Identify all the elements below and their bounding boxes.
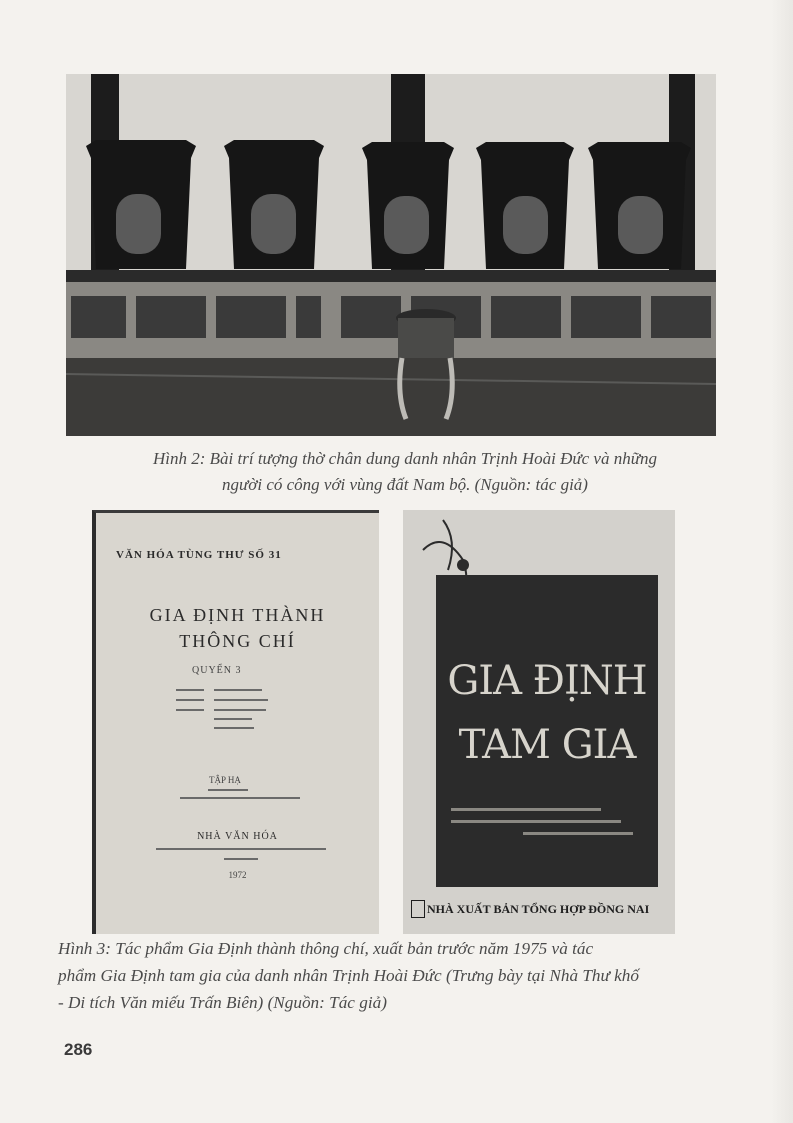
figure-3-caption-line-3: - Di tích Văn miếu Trấn Biên) (Nguồn: Tác giả): [58, 993, 387, 1012]
book-subtitle: QUYỂN 3: [192, 665, 242, 676]
figure-3-caption: [58, 935, 728, 1016]
shrine-photo-illustration: [66, 74, 716, 436]
book-title-line-1: GIA ĐỊNH THÀNH: [149, 605, 326, 625]
fine-print-line: [214, 709, 266, 711]
fine-print-line: [156, 848, 326, 850]
fine-print-line: [214, 718, 252, 720]
fine-print-line: [176, 689, 204, 691]
fine-print-line: [214, 689, 262, 691]
book-year: 1972: [228, 870, 247, 880]
book-volume: TẬP HẠ: [209, 775, 241, 785]
publisher-logo-icon: [411, 900, 425, 918]
book-publisher: NHÀ VĂN HÓA: [197, 831, 278, 842]
shrine-photo: [66, 74, 716, 436]
figure-3-caption-line-2: phẩm Gia Định tam gia của danh nhân Trịnh Hoài Đức (Trưng bày tại Nhà Thư khố: [58, 966, 639, 985]
fine-print-line: [224, 858, 258, 860]
book-title-line-2: TAM GIA: [458, 722, 636, 768]
figure-3-caption-line-1: Hình 3: Tác phẩm Gia Định thành thông chí, xuất bản trước năm 1975 và tác: [58, 939, 594, 958]
fine-print-line: [208, 789, 248, 791]
book-cover-gia-dinh-tam-gia: [403, 510, 675, 934]
book-publisher: NHÀ XUẤT BẢN TỔNG HỢP ĐỒNG NAI: [427, 902, 650, 916]
fine-print-line: [176, 699, 204, 701]
book-title-line-1: GIA ĐỊNH: [447, 658, 647, 704]
fine-print-line: [176, 709, 204, 711]
book-series-label: VĂN HÓA TÙNG THƯ SỐ 31: [116, 549, 282, 561]
figure-2-caption-line-2: người có công với vùng đất Nam bộ. (Nguồn: tác giả): [222, 475, 588, 494]
credit-line: [451, 820, 621, 823]
fine-print-line: [180, 797, 300, 799]
figure-2-caption: [95, 446, 715, 498]
credit-line: [451, 808, 601, 811]
figure-2-caption-line-1: Hình 2: Bài trí tượng thờ chân dung danh nhân Trịnh Hoài Đức và những: [152, 449, 657, 468]
fine-print-line: [214, 727, 254, 729]
fine-print-line: [214, 699, 268, 701]
page-edge: [771, 0, 793, 1123]
book-title-line-2: THÔNG CHÍ: [179, 631, 296, 651]
page-number: 286: [64, 1040, 93, 1059]
credit-line: [523, 832, 633, 835]
book-cover-gia-dinh-thanh-thong-chi: [92, 510, 379, 934]
